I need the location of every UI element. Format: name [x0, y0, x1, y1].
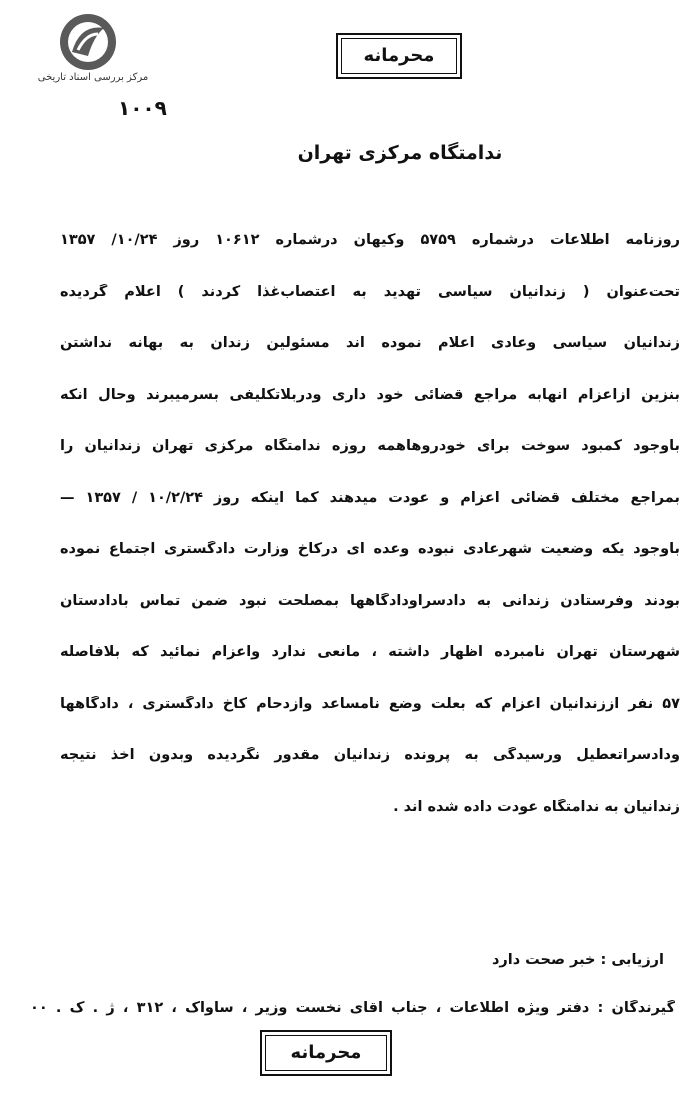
body-line: باوجود یکه وضعیت شهرعادی نبوده وعده ای درکاخ وزارت دادگستری اجتماع نموده	[60, 541, 680, 557]
institute-logo-icon	[58, 12, 118, 72]
logo-caption: مرکز بررسی اسناد تاریخی	[37, 72, 149, 83]
body-line: ۵۷ نفر اززندانیان اعزام که بعلت وضع نامساعد وازدحام کاخ دادگستری ، دادگاهها	[60, 695, 680, 712]
body-line: بمراجع مختلف قضائی اعزام و عودت میدهند کما اینکه روز ۱۰/۲/۲۴ / ۱۳۵۷ —	[60, 489, 680, 506]
document-title: ندامتگاه مرکزی تهران	[297, 142, 503, 164]
body-line: باوجود کمبود سوخت برای خودروهاهمه روزه ندامتگاه مرکزی تهران زندانیان را	[60, 438, 680, 454]
body-line: تحت‌عنوان ( زندانیان سیاسی تهدید به اعتصاب‌غذا کردند ) اعلام گردیده	[60, 283, 680, 300]
body-line: ودادسراتعطیل ورسیدگی به پرونده زندانیان مقدور نگردیده وبدون اخذ نتیجه	[60, 747, 680, 763]
body-line: روزنامه اطلاعات درشماره ۵۷۵۹ وکیهان درشماره ۱۰۶۱۲ روز ۱۰/۲۴/ ۱۳۵۷	[60, 232, 680, 248]
recipients-list: گیرندگان : دفتر ویژه اطلاعات ، جناب آقای نخست وزیر ، ساواک ، ۳۱۲ ، ژ . ک . ۰۰	[30, 1000, 675, 1016]
body-line: شهرستان تهران نامبرده اظهار داشته ، مانعی ندارد واعزام نمائید که بلافاصله	[60, 644, 680, 660]
confidential-stamp-bottom: محرمانه	[260, 1030, 392, 1076]
document-body	[60, 232, 680, 850]
body-line: بنزین ازاعزام آنهابه مراجع قضائی خود داری ودربلاتکلیفی بسرمیبرند وحال آنکه	[60, 386, 680, 403]
body-line: زندانیان به ندامتگاه عودت داده شده اند .	[393, 798, 680, 815]
document-number: ۱۰۰۹	[118, 96, 167, 120]
assessment-note: ارزیابی : خبر صحت دارد	[491, 952, 664, 968]
body-line: بودند وفرستادن زندانی به دادسراودادگاهها بمصلحت نبود ضمن تماس بادادستان	[60, 592, 680, 609]
logo	[18, 12, 148, 82]
confidential-stamp-top: محرمانه	[336, 33, 462, 79]
body-line: زندانیان سیاسی وعادی اعلام نموده اند مسئولین زندان به بهانه نداشتن	[60, 335, 680, 351]
